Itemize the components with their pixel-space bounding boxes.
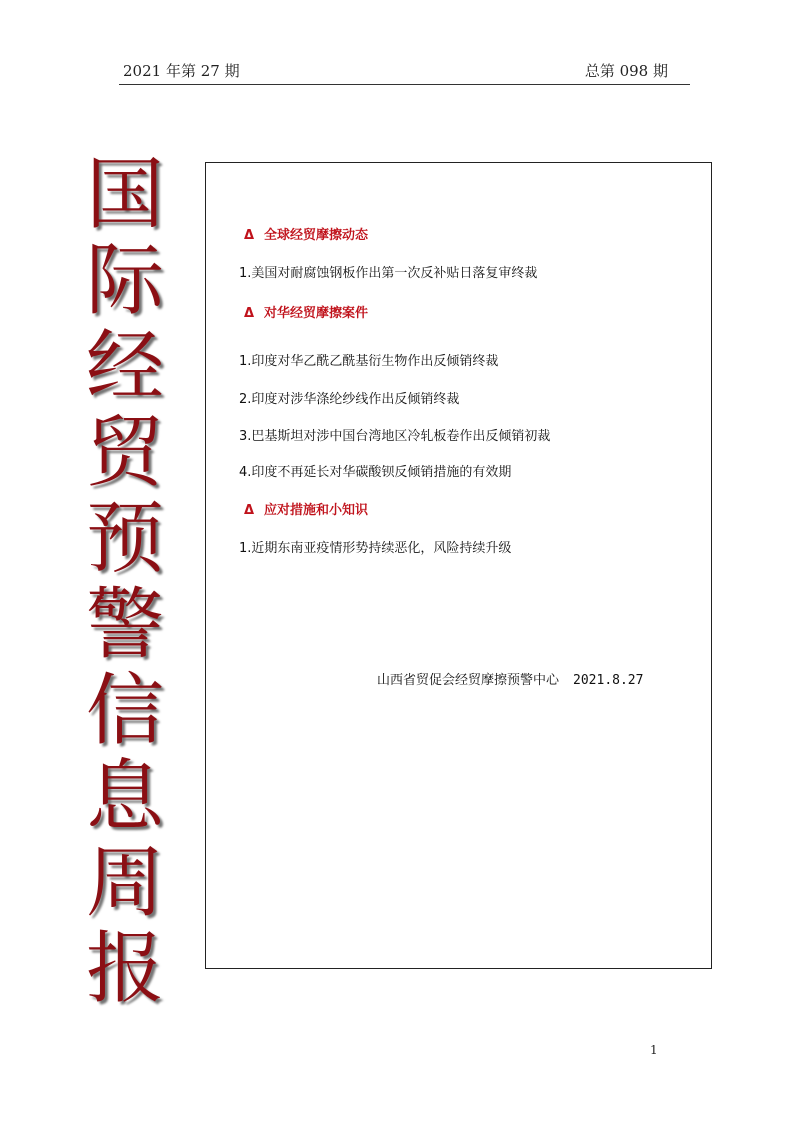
organization: 山西省贸促会经贸摩擦预警中心: [377, 673, 560, 688]
title-char: 信: [85, 666, 164, 756]
list-item: 4.印度不再延长对华碳酸钡反倾销措施的有效期: [239, 465, 512, 480]
section-heading-global: [244, 224, 368, 243]
section-title: 应对措施和小知识: [264, 503, 369, 518]
section-heading-measures: [244, 499, 368, 518]
title-char: 贸: [85, 408, 164, 498]
section-heading-china: [244, 302, 368, 321]
list-item: 2.印度对涉华涤纶纱线作出反倾销终裁: [239, 392, 460, 407]
page-header: [119, 58, 690, 85]
list-item: 3.巴基斯坦对涉中国台湾地区冷轧板卷作出反倾销初裁: [239, 429, 551, 444]
vertical-title: [70, 152, 180, 1012]
section-title: 对华经贸摩擦案件: [264, 306, 369, 321]
contents-box: [205, 162, 712, 969]
triangle-icon: Δ: [244, 503, 255, 518]
issue-date: 2021.8.27: [573, 673, 644, 688]
title-char: 经: [85, 322, 164, 412]
issuer-line: [377, 669, 643, 688]
triangle-icon: Δ: [244, 228, 255, 243]
title-char: 国: [85, 150, 164, 240]
title-char: 际: [85, 236, 164, 326]
total-issue: 总第 098 期: [584, 62, 668, 80]
issue-year: 2021 年第 27 期: [123, 62, 240, 80]
page-number: 1: [650, 1043, 658, 1057]
section-title: 全球经贸摩擦动态: [264, 228, 369, 243]
triangle-icon: Δ: [244, 306, 255, 321]
title-char: 息: [85, 752, 164, 842]
title-char: 周: [85, 838, 164, 928]
list-item: 1.美国对耐腐蚀钢板作出第一次反补贴日落复审终裁: [239, 266, 538, 281]
title-char: 警: [85, 580, 164, 670]
list-item: 1.印度对华乙酰乙酰基衍生物作出反倾销终裁: [239, 354, 499, 369]
title-char: 预: [85, 494, 164, 584]
title-char: 报: [85, 924, 164, 1014]
list-item: 1.近期东南亚疫情形势持续恶化，风险持续升级: [239, 541, 512, 556]
